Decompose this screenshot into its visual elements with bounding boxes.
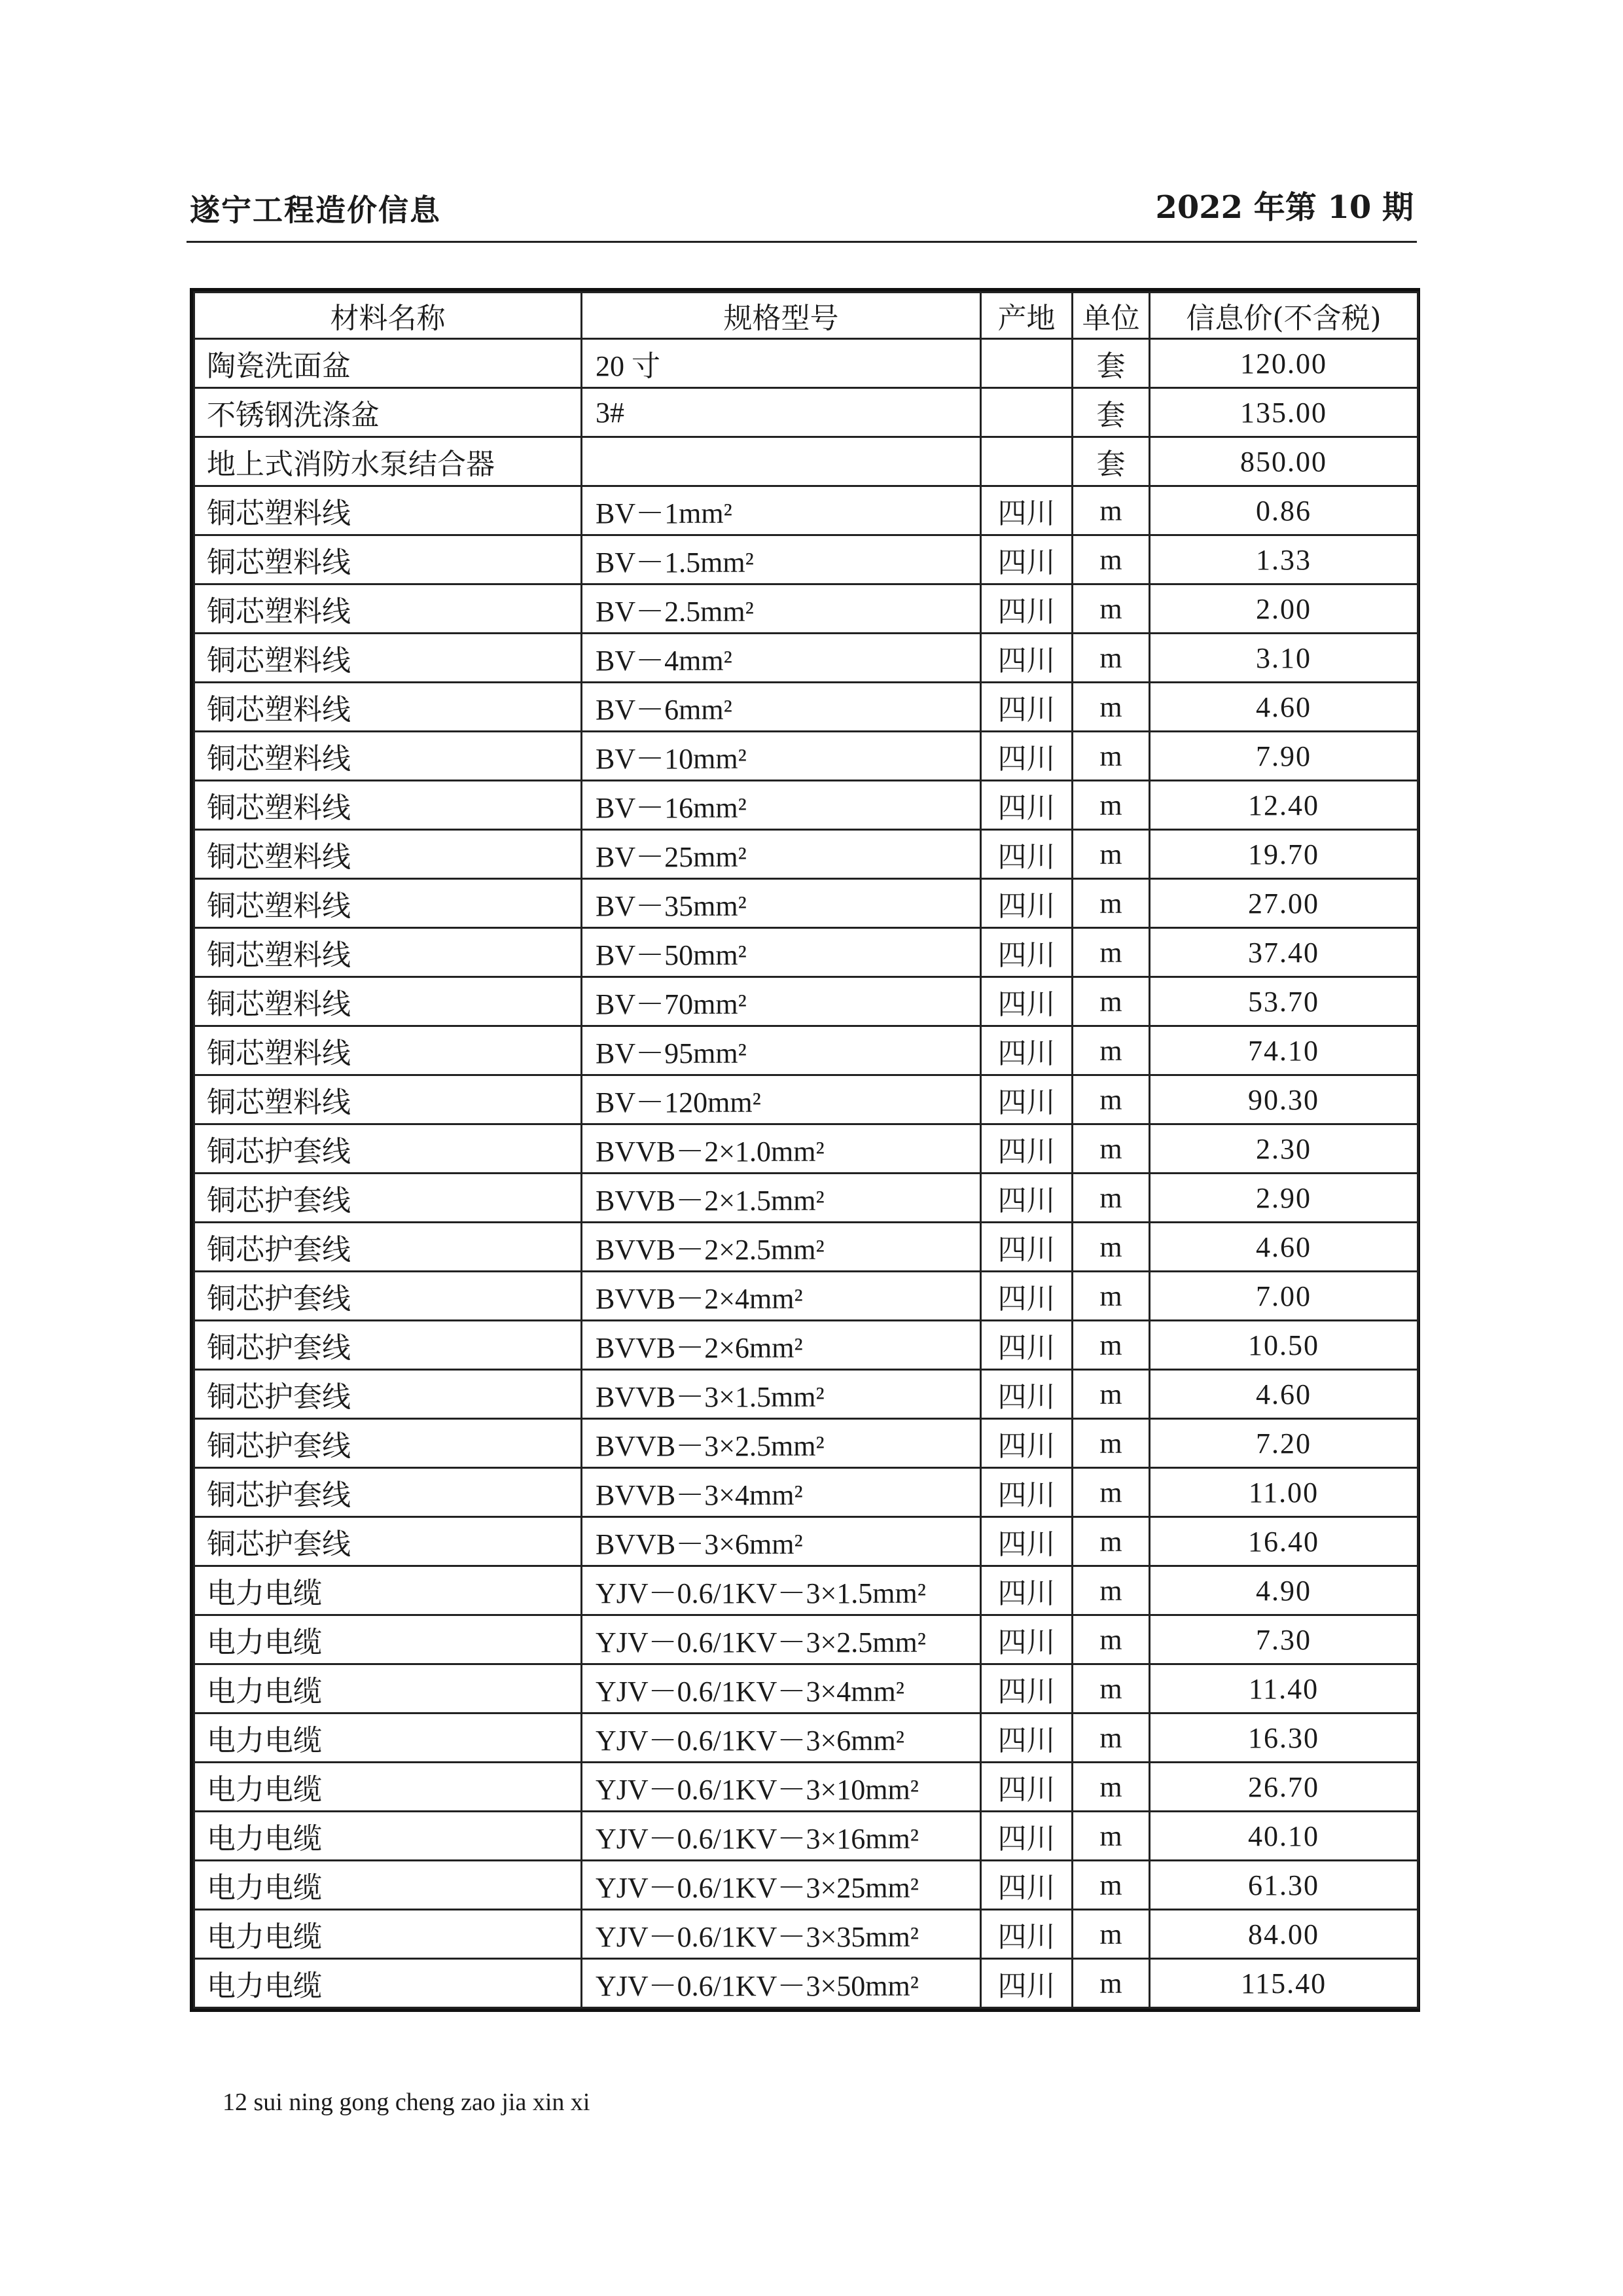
table-row — [194, 781, 1418, 830]
table-row — [194, 1370, 1418, 1419]
cell-origin: 四川 — [981, 683, 1073, 732]
cell-spec: BVVB－3×1.5mm² — [582, 1370, 981, 1419]
cell-origin: 四川 — [981, 1075, 1073, 1124]
cell-unit: m — [1073, 1713, 1150, 1763]
cell-price: 61.30 — [1150, 1861, 1418, 1910]
table-row — [194, 1812, 1418, 1861]
table-row — [194, 977, 1418, 1026]
table-row — [194, 437, 1418, 486]
publication-title: 遂宁工程造价信息 — [190, 192, 441, 228]
cell-unit: m — [1073, 928, 1150, 977]
cell-spec: BV－1mm² — [582, 486, 981, 535]
cell-origin: 四川 — [981, 1026, 1073, 1075]
table-row — [194, 1223, 1418, 1272]
cell-price: 40.10 — [1150, 1812, 1418, 1861]
table-row — [194, 1615, 1418, 1664]
table-row — [194, 1174, 1418, 1223]
cell-unit: m — [1073, 1419, 1150, 1468]
cell-spec: YJV－0.6/1KV－3×35mm² — [582, 1910, 981, 1959]
cell-name: 铜芯护套线 — [194, 1468, 582, 1517]
table-row — [194, 486, 1418, 535]
table-row — [194, 388, 1418, 437]
cell-unit: m — [1073, 1075, 1150, 1124]
table-row — [194, 1321, 1418, 1370]
table-row — [194, 1763, 1418, 1812]
cell-price: 7.00 — [1150, 1272, 1418, 1321]
cell-spec: BVVB－2×1.5mm² — [582, 1174, 981, 1223]
cell-spec: YJV－0.6/1KV－3×16mm² — [582, 1812, 981, 1861]
cell-price: 74.10 — [1150, 1026, 1418, 1075]
cell-origin: 四川 — [981, 1664, 1073, 1713]
cell-origin: 四川 — [981, 977, 1073, 1026]
table-row — [194, 535, 1418, 584]
cell-origin: 四川 — [981, 1321, 1073, 1370]
cell-spec: BV－50mm² — [582, 928, 981, 977]
table-row — [194, 1910, 1418, 1959]
cell-name: 不锈钢洗涤盆 — [194, 388, 582, 437]
cell-price: 16.40 — [1150, 1517, 1418, 1566]
table-row — [194, 732, 1418, 781]
cell-name: 铜芯护套线 — [194, 1174, 582, 1223]
cell-spec: BVVB－2×6mm² — [582, 1321, 981, 1370]
cell-price: 26.70 — [1150, 1763, 1418, 1812]
cell-name: 电力电缆 — [194, 1713, 582, 1763]
table-row — [194, 1075, 1418, 1124]
issue-number: 2022 年第 10 期 — [1155, 189, 1414, 226]
cell-price: 0.86 — [1150, 486, 1418, 535]
cell-unit: m — [1073, 535, 1150, 584]
cell-origin: 四川 — [981, 1910, 1073, 1959]
cell-name: 铜芯塑料线 — [194, 1075, 582, 1124]
cell-price: 84.00 — [1150, 1910, 1418, 1959]
table-row — [194, 1664, 1418, 1713]
cell-spec: BV－120mm² — [582, 1075, 981, 1124]
cell-unit: m — [1073, 1664, 1150, 1713]
cell-origin: 四川 — [981, 732, 1073, 781]
cell-unit: m — [1073, 879, 1150, 928]
cell-name: 铜芯护套线 — [194, 1321, 582, 1370]
cell-price: 2.90 — [1150, 1174, 1418, 1223]
cell-name: 铜芯塑料线 — [194, 634, 582, 683]
cell-origin: 四川 — [981, 830, 1073, 879]
price-table-container — [190, 288, 1420, 2012]
cell-unit: m — [1073, 1861, 1150, 1910]
table-row — [194, 1468, 1418, 1517]
cell-name: 陶瓷洗面盆 — [194, 339, 582, 388]
cell-name: 电力电缆 — [194, 1910, 582, 1959]
cell-unit: m — [1073, 1124, 1150, 1174]
cell-origin: 四川 — [981, 781, 1073, 830]
table-row — [194, 683, 1418, 732]
cell-name: 铜芯塑料线 — [194, 584, 582, 634]
cell-name: 铜芯塑料线 — [194, 781, 582, 830]
cell-spec: BV－2.5mm² — [582, 584, 981, 634]
cell-name: 电力电缆 — [194, 1615, 582, 1664]
cell-spec: YJV－0.6/1KV－3×6mm² — [582, 1713, 981, 1763]
cell-origin — [981, 388, 1073, 437]
cell-origin: 四川 — [981, 879, 1073, 928]
cell-origin: 四川 — [981, 1861, 1073, 1910]
cell-spec: 3# — [582, 388, 981, 437]
cell-spec: YJV－0.6/1KV－3×4mm² — [582, 1664, 981, 1713]
column-header-price: 信息价(不含税) — [1150, 293, 1418, 339]
cell-spec: BVVB－3×6mm² — [582, 1517, 981, 1566]
table-row — [194, 1272, 1418, 1321]
cell-price: 115.40 — [1150, 1959, 1418, 2008]
cell-spec: BV－70mm² — [582, 977, 981, 1026]
cell-name: 铜芯塑料线 — [194, 928, 582, 977]
cell-price: 135.00 — [1150, 388, 1418, 437]
cell-name: 电力电缆 — [194, 1959, 582, 2008]
cell-unit: m — [1073, 584, 1150, 634]
cell-spec: BV－1.5mm² — [582, 535, 981, 584]
cell-price: 4.90 — [1150, 1566, 1418, 1615]
table-row — [194, 1713, 1418, 1763]
cell-spec: BV－10mm² — [582, 732, 981, 781]
cell-price: 4.60 — [1150, 1370, 1418, 1419]
cell-unit: m — [1073, 634, 1150, 683]
cell-unit: 套 — [1073, 339, 1150, 388]
cell-name: 铜芯塑料线 — [194, 879, 582, 928]
cell-unit: m — [1073, 1174, 1150, 1223]
cell-name: 电力电缆 — [194, 1763, 582, 1812]
cell-price: 19.70 — [1150, 830, 1418, 879]
cell-spec: YJV－0.6/1KV－3×50mm² — [582, 1959, 981, 2008]
cell-unit: m — [1073, 1763, 1150, 1812]
cell-spec: BV－35mm² — [582, 879, 981, 928]
cell-unit: m — [1073, 1321, 1150, 1370]
cell-unit: m — [1073, 1468, 1150, 1517]
cell-name: 铜芯护套线 — [194, 1370, 582, 1419]
cell-price: 120.00 — [1150, 339, 1418, 388]
cell-origin: 四川 — [981, 1615, 1073, 1664]
cell-origin: 四川 — [981, 1419, 1073, 1468]
cell-spec: BV－95mm² — [582, 1026, 981, 1075]
cell-origin: 四川 — [981, 634, 1073, 683]
cell-spec: BVVB－3×4mm² — [582, 1468, 981, 1517]
cell-spec: BV－16mm² — [582, 781, 981, 830]
cell-unit: m — [1073, 1566, 1150, 1615]
cell-name: 铜芯护套线 — [194, 1223, 582, 1272]
cell-name: 铜芯塑料线 — [194, 486, 582, 535]
table-row — [194, 1517, 1418, 1566]
cell-price: 7.30 — [1150, 1615, 1418, 1664]
column-header-unit: 单位 — [1073, 293, 1150, 339]
cell-name: 电力电缆 — [194, 1812, 582, 1861]
cell-unit: m — [1073, 732, 1150, 781]
cell-origin: 四川 — [981, 1124, 1073, 1174]
cell-unit: 套 — [1073, 437, 1150, 486]
cell-unit: m — [1073, 683, 1150, 732]
cell-name: 铜芯护套线 — [194, 1517, 582, 1566]
cell-price: 10.50 — [1150, 1321, 1418, 1370]
cell-price: 1.33 — [1150, 535, 1418, 584]
cell-unit: m — [1073, 486, 1150, 535]
cell-unit: m — [1073, 1615, 1150, 1664]
cell-spec: BV－25mm² — [582, 830, 981, 879]
cell-spec: YJV－0.6/1KV－3×10mm² — [582, 1763, 981, 1812]
table-row — [194, 879, 1418, 928]
cell-price: 4.60 — [1150, 1223, 1418, 1272]
table-row — [194, 928, 1418, 977]
cell-name: 地上式消防水泵结合器 — [194, 437, 582, 486]
cell-origin: 四川 — [981, 1272, 1073, 1321]
cell-price: 850.00 — [1150, 437, 1418, 486]
cell-origin — [981, 437, 1073, 486]
table-body — [194, 339, 1418, 2008]
cell-origin: 四川 — [981, 1763, 1073, 1812]
cell-spec: YJV－0.6/1KV－3×25mm² — [582, 1861, 981, 1910]
cell-name: 铜芯护套线 — [194, 1419, 582, 1468]
cell-price: 11.00 — [1150, 1468, 1418, 1517]
cell-price: 4.60 — [1150, 683, 1418, 732]
cell-origin: 四川 — [981, 1174, 1073, 1223]
cell-unit: m — [1073, 1370, 1150, 1419]
cell-name: 铜芯护套线 — [194, 1124, 582, 1174]
table-row — [194, 830, 1418, 879]
cell-unit: m — [1073, 1959, 1150, 2008]
cell-spec: BVVB－2×2.5mm² — [582, 1223, 981, 1272]
cell-unit: m — [1073, 1910, 1150, 1959]
column-header-origin: 产地 — [981, 293, 1073, 339]
cell-unit: m — [1073, 830, 1150, 879]
cell-spec: BVVB－2×1.0mm² — [582, 1124, 981, 1174]
cell-price: 3.10 — [1150, 634, 1418, 683]
cell-price: 27.00 — [1150, 879, 1418, 928]
cell-spec: BVVB－2×4mm² — [582, 1272, 981, 1321]
cell-unit: m — [1073, 1272, 1150, 1321]
table-row — [194, 1959, 1418, 2008]
table-row — [194, 1566, 1418, 1615]
table-row — [194, 1026, 1418, 1075]
cell-origin: 四川 — [981, 1370, 1073, 1419]
cell-name: 电力电缆 — [194, 1566, 582, 1615]
cell-origin: 四川 — [981, 584, 1073, 634]
table-header-row — [194, 293, 1418, 339]
cell-unit: m — [1073, 1812, 1150, 1861]
cell-origin: 四川 — [981, 1713, 1073, 1763]
cell-name: 铜芯塑料线 — [194, 535, 582, 584]
cell-spec: YJV－0.6/1KV－3×2.5mm² — [582, 1615, 981, 1664]
cell-spec — [582, 437, 981, 486]
cell-name: 电力电缆 — [194, 1861, 582, 1910]
cell-origin: 四川 — [981, 1517, 1073, 1566]
price-table — [193, 291, 1419, 2009]
cell-spec: BVVB－3×2.5mm² — [582, 1419, 981, 1468]
cell-price: 53.70 — [1150, 977, 1418, 1026]
cell-name: 铜芯塑料线 — [194, 977, 582, 1026]
cell-price: 7.20 — [1150, 1419, 1418, 1468]
cell-spec: YJV－0.6/1KV－3×1.5mm² — [582, 1566, 981, 1615]
cell-name: 铜芯塑料线 — [194, 683, 582, 732]
cell-unit: m — [1073, 977, 1150, 1026]
cell-price: 12.40 — [1150, 781, 1418, 830]
table-row — [194, 1419, 1418, 1468]
column-header-spec: 规格型号 — [582, 293, 981, 339]
cell-origin: 四川 — [981, 1812, 1073, 1861]
table-row — [194, 1861, 1418, 1910]
cell-unit: m — [1073, 1026, 1150, 1075]
table-row — [194, 584, 1418, 634]
cell-origin: 四川 — [981, 1566, 1073, 1615]
cell-price: 90.30 — [1150, 1075, 1418, 1124]
cell-price: 2.00 — [1150, 584, 1418, 634]
cell-spec: BV－6mm² — [582, 683, 981, 732]
table-row — [194, 339, 1418, 388]
page-footer: 12 sui ning gong cheng zao jia xin xi — [223, 2089, 590, 2116]
cell-name: 电力电缆 — [194, 1664, 582, 1713]
cell-price: 11.40 — [1150, 1664, 1418, 1713]
header-divider — [187, 241, 1417, 243]
cell-origin — [981, 339, 1073, 388]
cell-origin: 四川 — [981, 1468, 1073, 1517]
cell-origin: 四川 — [981, 486, 1073, 535]
cell-spec: 20 寸 — [582, 339, 981, 388]
cell-name: 铜芯塑料线 — [194, 830, 582, 879]
cell-price: 2.30 — [1150, 1124, 1418, 1174]
cell-unit: m — [1073, 781, 1150, 830]
cell-origin: 四川 — [981, 535, 1073, 584]
table-row — [194, 1124, 1418, 1174]
cell-spec: BV－4mm² — [582, 634, 981, 683]
cell-name: 铜芯塑料线 — [194, 732, 582, 781]
cell-price: 16.30 — [1150, 1713, 1418, 1763]
cell-origin: 四川 — [981, 928, 1073, 977]
cell-unit: 套 — [1073, 388, 1150, 437]
cell-origin: 四川 — [981, 1959, 1073, 2008]
cell-unit: m — [1073, 1223, 1150, 1272]
cell-unit: m — [1073, 1517, 1150, 1566]
cell-price: 7.90 — [1150, 732, 1418, 781]
column-header-name: 材料名称 — [194, 293, 582, 339]
cell-origin: 四川 — [981, 1223, 1073, 1272]
cell-price: 37.40 — [1150, 928, 1418, 977]
cell-name: 铜芯塑料线 — [194, 1026, 582, 1075]
table-row — [194, 634, 1418, 683]
cell-name: 铜芯护套线 — [194, 1272, 582, 1321]
